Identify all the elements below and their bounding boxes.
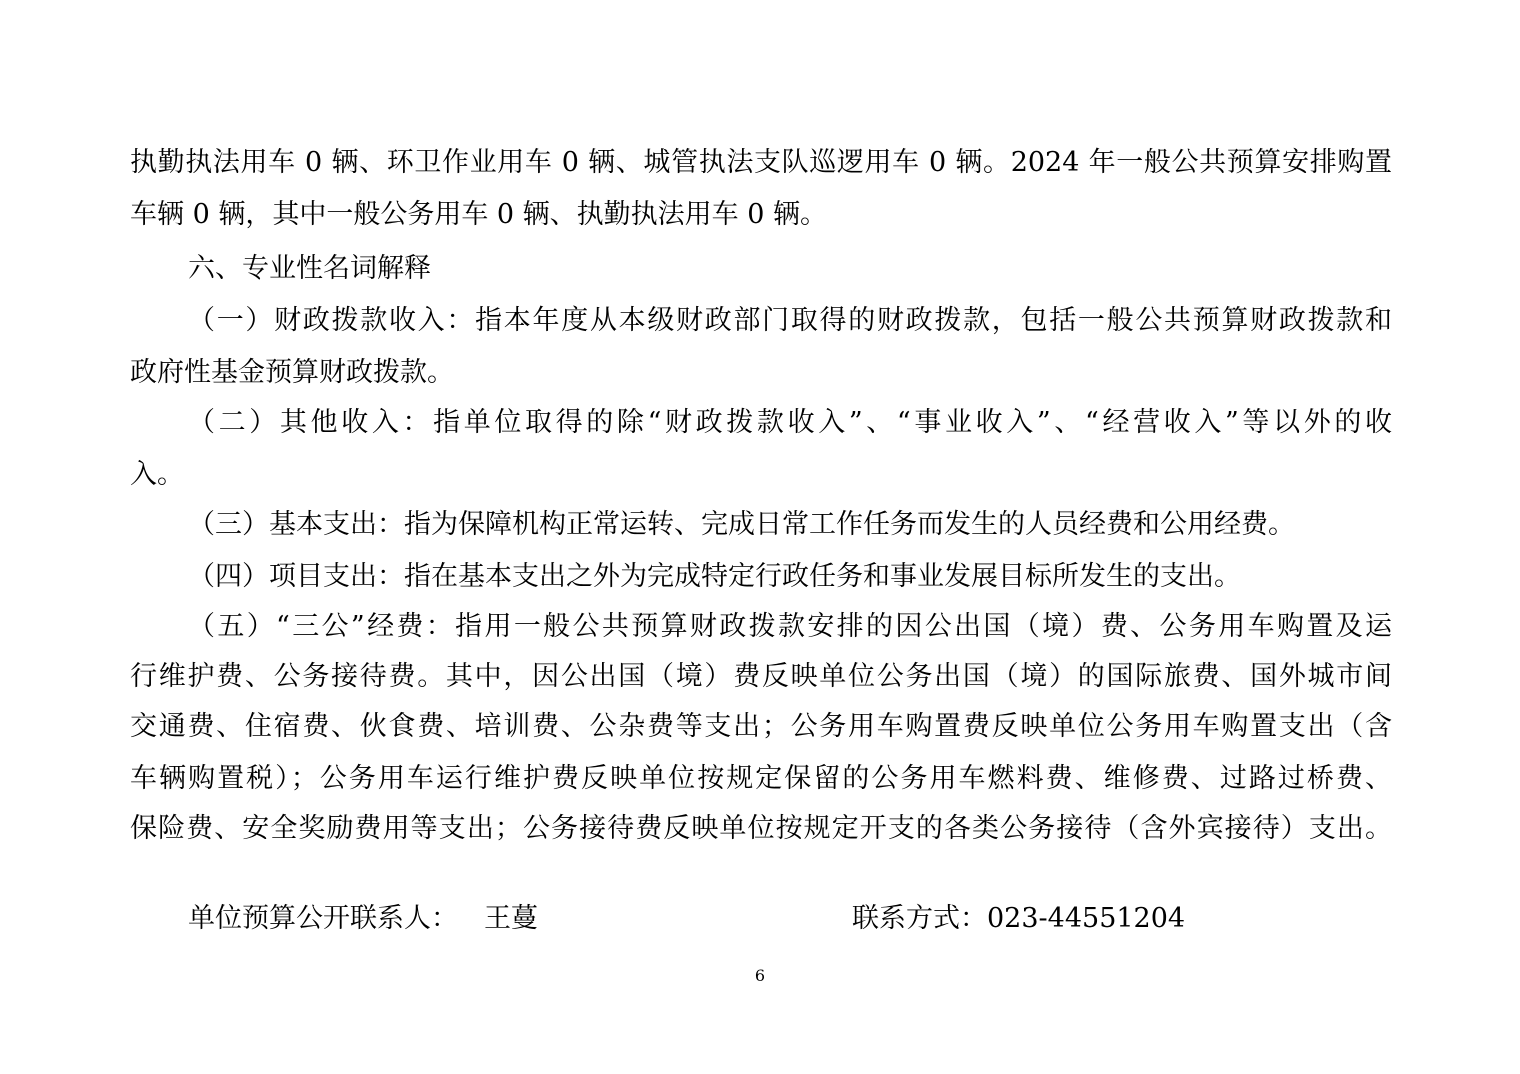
paragraph-line: 行维护费、公务接待费。其中，因公出国（境）费反映单位公务出国（境）的国际旅费、国外城市间 [130, 661, 1392, 692]
paragraph-line: （五）“三公”经费：指用一般公共预算财政拨款安排的因公出国（境）费、公务用车购置及运 [188, 611, 1392, 642]
contact-person [188, 902, 538, 936]
paragraph-line: 保险费、安全奖励费用等支出；公务接待费反映单位按规定开支的各类公务接待（含外宾接待）支出。 [130, 813, 1392, 844]
paragraph-line: （一）财政拨款收入：指本年度从本级财政部门取得的财政拨款，包括一般公共预算财政拨款和 [188, 305, 1392, 336]
phone-number: 023-44551204 [987, 903, 1186, 934]
paragraph-line: 执勤执法用车 0 辆、环卫作业用车 0 辆、城管执法支队巡逻用车 0 辆。2024 年一般公共预算安排购置 [130, 147, 1392, 178]
phone-label: 联系方式： [852, 903, 987, 934]
paragraph-line: 车辆 0 辆，其中一般公务用车 0 辆、执勤执法用车 0 辆。 [130, 199, 828, 230]
paragraph-line: （二）其他收入：指单位取得的除“财政拨款收入”、“事业收入”、“经营收入”等以外的收 [188, 407, 1392, 438]
contact-label: 单位预算公开联系人： [188, 903, 458, 934]
section-heading: 六、专业性名词解释 [188, 253, 431, 284]
paragraph-line: 交通费、住宿费、伙食费、培训费、公杂费等支出；公务用车购置费反映单位公务用车购置支出（含 [130, 711, 1392, 742]
paragraph-line: （四）项目支出：指在基本支出之外为完成特定行政任务和事业发展目标所发生的支出。 [188, 561, 1241, 592]
paragraph-line: 入。 [130, 459, 184, 490]
paragraph-line: （三）基本支出：指为保障机构正常运转、完成日常工作任务而发生的人员经费和公用经费。 [188, 509, 1295, 540]
paragraph-line: 车辆购置税）；公务用车运行维护费反映单位按规定保留的公务用车燃料费、维修费、过路过桥费、 [130, 763, 1392, 794]
contact-name: 王蔓 [484, 903, 538, 934]
paragraph-line: 政府性基金预算财政拨款。 [130, 357, 454, 388]
contact-phone [852, 902, 1185, 936]
page-number: 6 [754, 966, 766, 985]
